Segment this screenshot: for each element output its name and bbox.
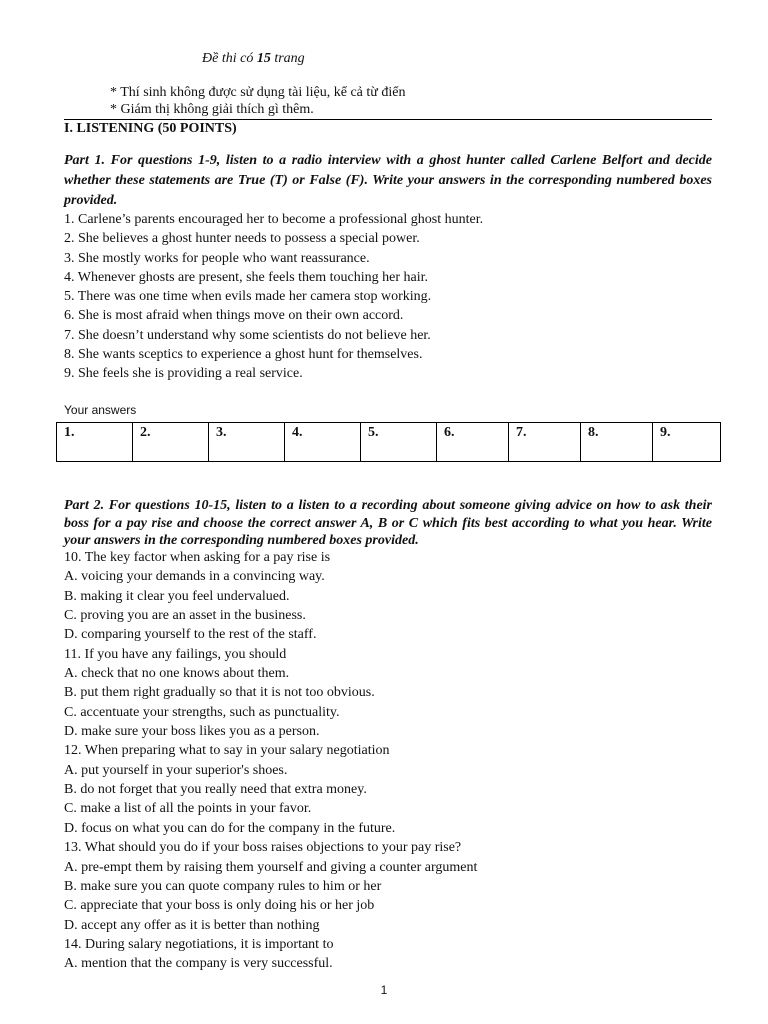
question-stem: 12. When preparing what to say in your salary negotiation <box>64 743 390 759</box>
answers-label: Your answers <box>64 403 137 417</box>
statement-item: 8. She wants sceptics to experience a ghost hunt for themselves. <box>64 347 423 363</box>
answer-option: A. pre-empt them by raising them yourself and giving a counter argument <box>64 859 478 875</box>
answer-option: B. make sure you can quote company rules to him or her <box>64 878 382 894</box>
answer-box[interactable]: 9. <box>653 423 721 462</box>
question-stem: 14. During salary negotiations, it is important to <box>64 936 334 952</box>
answer-option: A. voicing your demands in a convincing way. <box>64 569 325 585</box>
answer-option: A. mention that the company is very successful. <box>64 956 333 972</box>
answer-option: B. put them right gradually so that it is not too obvious. <box>64 685 375 701</box>
section-title: I. LISTENING (50 POINTS) <box>64 121 237 136</box>
answer-option: C. make a list of all the points in your favor. <box>64 801 312 817</box>
answer-box[interactable]: 3. <box>209 423 285 462</box>
statement-item: 3. She mostly works for people who want reassurance. <box>64 250 370 266</box>
part2-questions <box>64 548 724 974</box>
answer-option: B. do not forget that you really need that extra money. <box>64 782 367 798</box>
answer-option: D. accept any offer as it is better than nothing <box>64 917 320 933</box>
answer-row <box>57 423 721 462</box>
question-stem: 11. If you have any failings, you should <box>64 646 287 662</box>
answer-box[interactable]: 5. <box>361 423 437 462</box>
statement-item: 7. She doesn’t understand why some scientists do not believe her. <box>64 327 431 343</box>
statement-item: 4. Whenever ghosts are present, she feels them touching her hair. <box>64 269 429 285</box>
question-stem: 10. The key factor when asking for a pay rise is <box>64 550 331 565</box>
page-number: 1 <box>380 983 388 997</box>
statement-item: 6. She is most afraid when things move on their own accord. <box>64 308 404 324</box>
statement-item: 2. She believes a ghost hunter needs to possess a special power. <box>64 231 420 247</box>
statement-item: 9. She feels she is providing a real service. <box>64 366 303 382</box>
answer-option: C. proving you are an asset in the business. <box>64 608 306 624</box>
header-divider <box>64 119 712 120</box>
answer-option: A. check that no one knows about them. <box>64 666 290 682</box>
answer-box[interactable]: 1. <box>57 423 133 462</box>
instruction-note: * Thí sinh không được sử dụng tài liệu, kể cả từ điển <box>110 85 406 100</box>
instruction-note: * Giám thị không giải thích gì thêm. <box>110 102 314 117</box>
answer-option: A. put yourself in your superior's shoes. <box>64 762 288 778</box>
answer-box[interactable]: 7. <box>509 423 581 462</box>
answer-option: D. focus on what you can do for the company in the future. <box>64 820 396 836</box>
statement-item: 1. Carlene’s parents encouraged her to become a professional ghost hunter. <box>64 212 484 227</box>
statement-item: 5. There was one time when evils made her camera stop working. <box>64 289 432 305</box>
answer-option: C. accentuate your strengths, such as punctuality. <box>64 704 340 720</box>
page-count-prefix: Đề thi có <box>202 51 257 66</box>
answer-box[interactable]: 2. <box>133 423 209 462</box>
part2-instructions: Part 2. For questions 10-15, listen to a listen to a recording about someone giving advice on how to ask their boss for a pay rise and choose the correct answer A, B or C which fits best according to what you hear. Write your answers in the corresponding numbered boxes provided. <box>64 498 712 548</box>
answer-box[interactable]: 6. <box>437 423 509 462</box>
page-count-number: 15 <box>256 51 271 66</box>
page-count-note <box>202 51 305 67</box>
answer-option: D. comparing yourself to the rest of the staff. <box>64 627 317 643</box>
answer-boxes-table <box>56 422 721 462</box>
answer-option: C. appreciate that your boss is only doing his or her job <box>64 898 375 914</box>
answer-option: D. make sure your boss likes you as a person. <box>64 724 320 740</box>
part1-instructions: Part 1. For questions 1-9, listen to a radio interview with a ghost hunter called Carlene Belfort and decide whether these statements are True (T) or False (F). Write your answers in the corresponding numbered boxes provided. <box>64 153 712 208</box>
page-count-suffix: trang <box>270 51 305 66</box>
answer-box[interactable]: 8. <box>581 423 653 462</box>
question-stem: 13. What should you do if your boss raises objections to your pay rise? <box>64 840 462 856</box>
answer-box[interactable]: 4. <box>285 423 361 462</box>
exam-instructions <box>110 84 405 118</box>
answer-option: B. making it clear you feel undervalued. <box>64 588 290 604</box>
part1-statements <box>64 210 724 384</box>
